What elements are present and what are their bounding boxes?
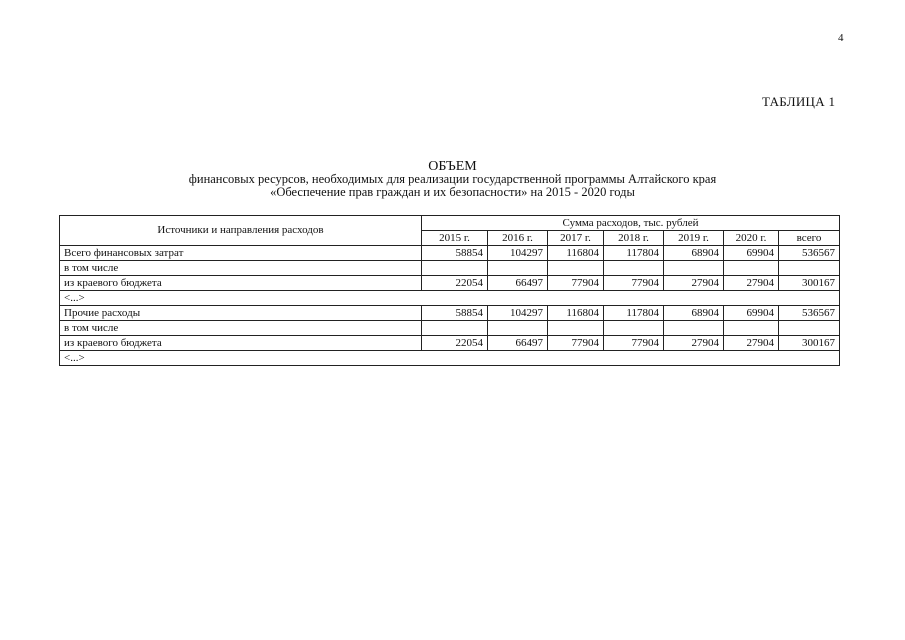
heading-title: ОБЪЕМ bbox=[428, 159, 477, 174]
cell-value: 536567 bbox=[779, 306, 840, 321]
header-year: 2015 г. bbox=[422, 231, 488, 246]
header-sum: Сумма расходов, тыс. рублей bbox=[422, 216, 840, 231]
financial-resources-table bbox=[59, 215, 840, 366]
table-row bbox=[60, 306, 840, 321]
row-label: в том числе bbox=[60, 321, 422, 336]
table-row bbox=[60, 291, 840, 306]
table-label: ТАБЛИЦА 1 bbox=[762, 94, 836, 109]
cell-value: 27904 bbox=[724, 276, 779, 291]
row-ellipsis: <...> bbox=[60, 291, 840, 306]
cell-value: 117804 bbox=[604, 246, 664, 261]
cell-value: 116804 bbox=[548, 306, 604, 321]
row-label: в том числе bbox=[60, 261, 422, 276]
cell-value: 117804 bbox=[604, 306, 664, 321]
table-row bbox=[60, 336, 840, 351]
cell-value: 77904 bbox=[548, 336, 604, 351]
cell-value: 104297 bbox=[488, 306, 548, 321]
cell-value: 69904 bbox=[724, 246, 779, 261]
cell-value: 66497 bbox=[488, 276, 548, 291]
cell-value: 27904 bbox=[724, 336, 779, 351]
cell-value: 22054 bbox=[422, 336, 488, 351]
cell-value: 27904 bbox=[664, 276, 724, 291]
cell-value: 104297 bbox=[488, 246, 548, 261]
cell-value: 116804 bbox=[548, 246, 604, 261]
header-year: 2018 г. bbox=[604, 231, 664, 246]
row-label: Всего финансовых затрат bbox=[60, 246, 422, 261]
page-number: 4 bbox=[838, 32, 844, 44]
document-heading bbox=[0, 160, 905, 199]
cell-value: 77904 bbox=[604, 276, 664, 291]
cell-value: 58854 bbox=[422, 306, 488, 321]
cell-value: 300167 bbox=[779, 276, 840, 291]
cell-value: 58854 bbox=[422, 246, 488, 261]
cell-value: 66497 bbox=[488, 336, 548, 351]
table-row bbox=[60, 351, 840, 366]
table-row bbox=[60, 321, 840, 336]
cell-value: 69904 bbox=[724, 306, 779, 321]
cell-value: 68904 bbox=[664, 306, 724, 321]
row-ellipsis: <...> bbox=[60, 351, 840, 366]
cell-value: 77904 bbox=[604, 336, 664, 351]
cell-value: 27904 bbox=[664, 336, 724, 351]
cell-value: 300167 bbox=[779, 336, 840, 351]
table-row bbox=[60, 261, 840, 276]
header-year: 2019 г. bbox=[664, 231, 724, 246]
table-row bbox=[60, 246, 840, 261]
cell-value: 22054 bbox=[422, 276, 488, 291]
header-year: 2020 г. bbox=[724, 231, 779, 246]
row-label: из краевого бюджета bbox=[60, 336, 422, 351]
row-label: Прочие расходы bbox=[60, 306, 422, 321]
table-row bbox=[60, 276, 840, 291]
header-row-1 bbox=[60, 216, 840, 231]
heading-line-1: финансовых ресурсов, необходимых для реализации государственной программы Алтайского края bbox=[188, 172, 717, 186]
cell-value: 536567 bbox=[779, 246, 840, 261]
header-total: всего bbox=[779, 231, 840, 246]
row-label: из краевого бюджета bbox=[60, 276, 422, 291]
header-year: 2016 г. bbox=[488, 231, 548, 246]
cell-value: 68904 bbox=[664, 246, 724, 261]
header-year: 2017 г. bbox=[548, 231, 604, 246]
header-sources: Источники и направления расходов bbox=[60, 216, 422, 246]
cell-value: 77904 bbox=[548, 276, 604, 291]
heading-line-2: «Обеспечение прав граждан и их безопасности» на 2015 - 2020 годы bbox=[270, 185, 635, 199]
